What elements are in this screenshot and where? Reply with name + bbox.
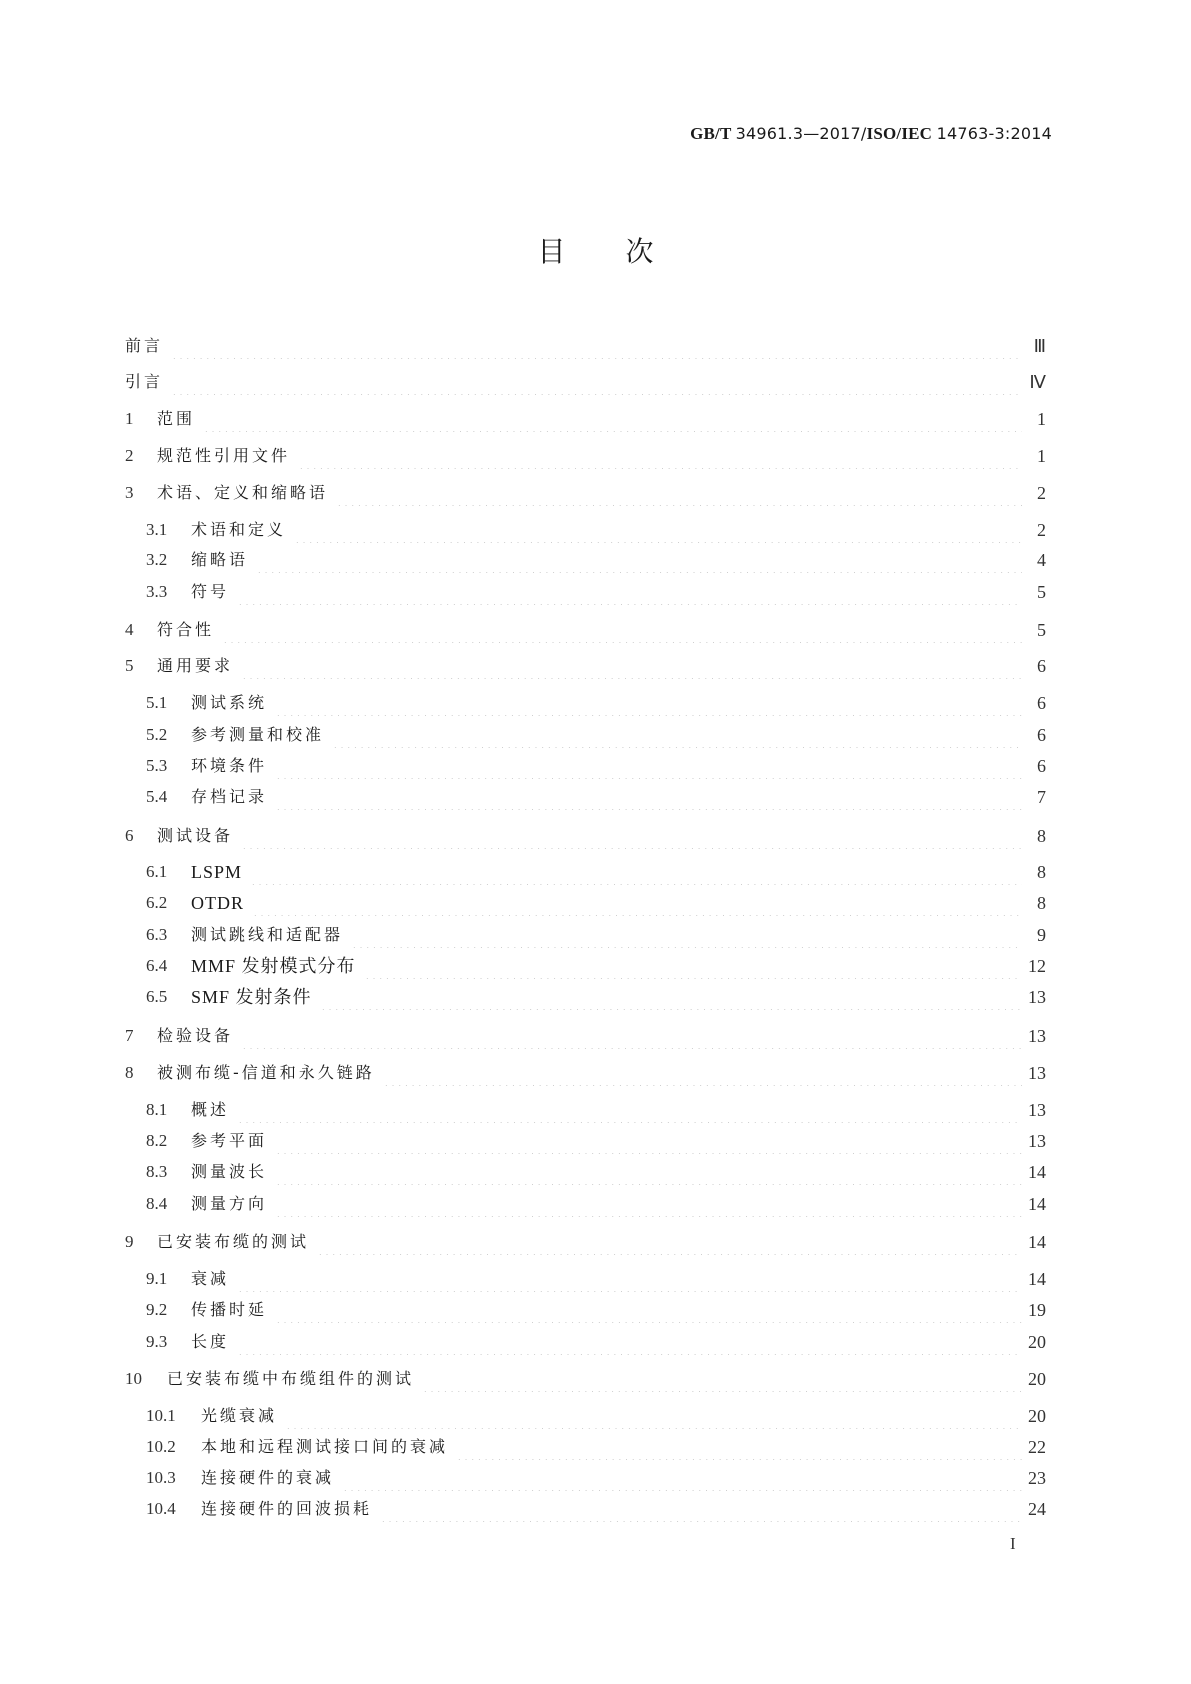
toc-entry-page: 2	[1037, 520, 1046, 540]
toc-entry-label: 衰减	[191, 1269, 230, 1288]
toc-entry[interactable]	[125, 406, 1046, 432]
toc-entry-number: 9	[125, 1232, 134, 1251]
toc-entry-number: 10.2	[146, 1437, 176, 1456]
toc-entry-number: 7	[125, 1026, 134, 1045]
toc-entry[interactable]	[146, 984, 1046, 1010]
toc-entry[interactable]	[146, 953, 1046, 979]
toc-entry-page: 6	[1037, 756, 1046, 776]
toc-entry-number: 10	[125, 1369, 142, 1388]
toc-entry[interactable]	[146, 1496, 1046, 1522]
toc-entry-page: 6	[1037, 656, 1046, 676]
dot-leader	[275, 753, 1022, 779]
toc-entry-label: 概述	[191, 1100, 230, 1119]
toc-entry-page: 6	[1037, 725, 1046, 745]
toc-entry[interactable]	[146, 859, 1046, 885]
dot-leader	[294, 517, 1022, 543]
dot-leader	[256, 547, 1022, 573]
dot-leader	[241, 823, 1022, 849]
toc-entry-number: 8	[125, 1063, 134, 1082]
dot-leader	[241, 653, 1022, 679]
toc-entry[interactable]	[146, 1434, 1046, 1460]
toc-entry[interactable]	[146, 1465, 1046, 1491]
toc-entry[interactable]	[125, 617, 1046, 643]
toc-entry-page: 7	[1037, 787, 1046, 807]
toc-entry-page: 5	[1037, 620, 1046, 640]
toc-entry-page: 12	[1028, 956, 1046, 976]
dot-leader	[275, 690, 1022, 716]
dot-leader	[252, 890, 1022, 916]
toc-entry[interactable]	[125, 480, 1046, 506]
toc-entry-number: 6.4	[146, 956, 168, 975]
toc-entry-label: 被测布缆-信道和永久链路	[157, 1063, 375, 1082]
toc-entry-number: 2	[125, 446, 134, 465]
toc-entry-number: 10.3	[146, 1468, 176, 1487]
toc-entry-page: 14	[1028, 1232, 1046, 1252]
toc-entry-page: 6	[1037, 693, 1046, 713]
dot-leader	[222, 617, 1022, 643]
toc-entry-page: 20	[1028, 1369, 1046, 1389]
toc-entry-page: 1	[1037, 446, 1046, 466]
toc-entry-label: LSPM	[191, 862, 243, 882]
toc-entry-page: 8	[1037, 893, 1046, 913]
toc-entry-number: 9.2	[146, 1300, 168, 1319]
toc-entry-page: 14	[1028, 1162, 1046, 1182]
toc-entry-page: 5	[1037, 582, 1046, 602]
toc-entry-page: 1	[1037, 409, 1046, 429]
toc-entry-label: 引言	[125, 372, 164, 391]
toc-entry[interactable]	[125, 1229, 1046, 1255]
toc-entry-label: 测试跳线和适配器	[191, 925, 344, 944]
dot-leader	[336, 480, 1022, 506]
toc-entry-number: 4	[125, 620, 134, 639]
toc-entry[interactable]	[125, 369, 1046, 395]
dot-leader	[364, 953, 1022, 979]
toc-entry-page: 4	[1037, 550, 1046, 570]
toc-entry-number: 8.3	[146, 1162, 168, 1181]
toc-entry-label: 通用要求	[157, 656, 234, 675]
dot-leader	[456, 1434, 1022, 1460]
toc-entry-label: 传播时延	[191, 1300, 268, 1319]
toc-entry-label: OTDR	[191, 893, 244, 913]
toc-entry-number: 3.3	[146, 582, 168, 601]
dot-leader	[237, 1097, 1022, 1123]
toc-entry[interactable]	[146, 547, 1046, 573]
toc-entry-label: 长度	[191, 1332, 230, 1351]
toc-entry-number: 8.2	[146, 1131, 168, 1150]
toc-entry[interactable]	[146, 890, 1046, 916]
toc-entry-number: 6	[125, 826, 134, 845]
toc-entry-page: Ⅳ	[1029, 372, 1046, 392]
toc-entry-number: 6.5	[146, 987, 168, 1006]
toc-entry[interactable]	[146, 1266, 1046, 1292]
page-number-footer: I	[1010, 1534, 1016, 1553]
toc-entry-page: 13	[1028, 1100, 1046, 1120]
toc-entry-label: 环境条件	[191, 756, 268, 775]
toc-entry[interactable]	[146, 690, 1046, 716]
toc-entry-page: 20	[1028, 1332, 1046, 1352]
dot-leader	[275, 1191, 1022, 1217]
toc-entry-number: 5.2	[146, 725, 168, 744]
toc-entry-number: 10.4	[146, 1499, 176, 1518]
toc-entry-number: 8.4	[146, 1194, 168, 1213]
toc-entry-label: 测试设备	[157, 826, 234, 845]
std-number-iso: 14763-3:2014	[936, 124, 1052, 143]
toc-entry-page: 13	[1028, 1131, 1046, 1151]
dot-leader	[250, 859, 1022, 885]
dot-leader	[237, 1329, 1022, 1355]
toc-entry-label: 范围	[157, 409, 196, 428]
toc-entry-number: 10.1	[146, 1406, 176, 1425]
toc-entry-number: 5	[125, 656, 134, 675]
dot-leader	[351, 922, 1022, 948]
dot-leader	[237, 1266, 1022, 1292]
toc-entry-label: 参考平面	[191, 1131, 268, 1150]
toc-entry[interactable]	[125, 1366, 1046, 1392]
toc-entry-label: 光缆衰减	[201, 1406, 278, 1425]
toc-entry-page: 13	[1028, 1026, 1046, 1046]
toc-entry-label: 测量波长	[191, 1162, 268, 1181]
dot-leader	[275, 1159, 1022, 1185]
dot-leader	[171, 369, 1022, 395]
dot-leader	[342, 1465, 1022, 1491]
toc-entry-label: 连接硬件的回波损耗	[201, 1499, 373, 1518]
toc-entry-number: 6.1	[146, 862, 168, 881]
toc-entry-number: 3.1	[146, 520, 168, 539]
toc-entry-number: 6.2	[146, 893, 168, 912]
toc-entry-label: 术语、定义和缩略语	[157, 483, 329, 502]
toc-entry-number: 5.3	[146, 756, 168, 775]
toc-entry-number: 5.4	[146, 787, 168, 806]
toc-entry[interactable]	[125, 1060, 1046, 1086]
dot-leader	[298, 443, 1022, 469]
toc-entry-page: 24	[1028, 1499, 1046, 1519]
toc-entry[interactable]	[125, 1023, 1046, 1049]
dot-leader	[332, 722, 1022, 748]
toc-entry-label: 前言	[125, 336, 164, 355]
dot-leader	[275, 1128, 1022, 1154]
toc-entry-page: Ⅲ	[1033, 336, 1046, 356]
dot-leader	[275, 1297, 1022, 1323]
toc-entry-page: 14	[1028, 1194, 1046, 1214]
toc-entry[interactable]	[146, 579, 1046, 605]
toc-entry-page: 13	[1028, 1063, 1046, 1083]
toc-entry-number: 3.2	[146, 550, 168, 569]
dot-leader	[237, 579, 1022, 605]
toc-entry[interactable]	[146, 1329, 1046, 1355]
toc-entry[interactable]	[125, 443, 1046, 469]
dot-leader	[241, 1023, 1022, 1049]
toc-entry-number: 9.1	[146, 1269, 168, 1288]
toc-entry[interactable]	[146, 922, 1046, 948]
toc-entry-label: 已安装布缆中布缆组件的测试	[167, 1369, 415, 1388]
dot-leader	[317, 1229, 1022, 1255]
std-code-gbt: GB/T	[690, 124, 732, 143]
dot-leader	[203, 406, 1022, 432]
toc-entry-label: 符合性	[157, 620, 215, 639]
dot-leader	[422, 1366, 1022, 1392]
toc-entry-number: 3	[125, 483, 134, 502]
toc-entry-page: 14	[1028, 1269, 1046, 1289]
toc-entry-page: 8	[1037, 826, 1046, 846]
page-title: 目次	[537, 235, 714, 268]
toc-entry-label: 符号	[191, 582, 230, 601]
toc-entry-label: 已安装布缆的测试	[157, 1232, 310, 1251]
toc-entry-page: 20	[1028, 1406, 1046, 1426]
dot-leader	[285, 1403, 1022, 1429]
toc-entry[interactable]	[146, 1159, 1046, 1185]
dot-leader	[383, 1060, 1022, 1086]
toc-entry-page: 9	[1037, 925, 1046, 945]
toc-entry[interactable]	[125, 823, 1046, 849]
toc-entry-page: 19	[1028, 1300, 1046, 1320]
toc-entry[interactable]	[125, 333, 1046, 359]
toc-entry-label: 本地和远程测试接口间的衰减	[201, 1437, 449, 1456]
toc-entry[interactable]	[146, 517, 1046, 543]
toc-entry-number: 1	[125, 409, 134, 428]
toc-entry-label: 测试系统	[191, 693, 268, 712]
toc-entry-page: 13	[1028, 987, 1046, 1007]
toc-entry[interactable]	[146, 753, 1046, 779]
toc-entry-number: 6.3	[146, 925, 168, 944]
standard-number-header	[690, 124, 1052, 144]
toc-entry-label: 存档记录	[191, 787, 268, 806]
toc-entry-number: 5.1	[146, 693, 168, 712]
toc-entry[interactable]	[146, 722, 1046, 748]
dot-leader	[171, 333, 1022, 359]
toc-entry[interactable]	[146, 1097, 1046, 1123]
std-number-gbt: 34961.3—2017/	[735, 124, 867, 143]
toc-entry-number: 8.1	[146, 1100, 168, 1119]
toc-entry-label: 检验设备	[157, 1026, 234, 1045]
toc-entry-label: 连接硬件的衰减	[201, 1468, 335, 1487]
toc-entry-label: 缩略语	[191, 550, 249, 569]
dot-leader	[320, 984, 1022, 1010]
toc-entry[interactable]	[146, 1403, 1046, 1429]
toc-entry-label: 测量方向	[191, 1194, 268, 1213]
toc-entry-number: 9.3	[146, 1332, 168, 1351]
toc-entry[interactable]	[146, 1191, 1046, 1217]
toc-entry[interactable]	[146, 1297, 1046, 1323]
toc-entry[interactable]	[146, 1128, 1046, 1154]
std-code-iso: ISO/IEC	[866, 124, 933, 143]
toc-entry-page: 23	[1028, 1468, 1046, 1488]
toc-entry-label: MMF 发射模式分布	[191, 956, 356, 976]
toc-entry-label: 规范性引用文件	[157, 446, 291, 465]
toc-entry-label: SMF 发射条件	[191, 987, 312, 1007]
toc-entry-label: 术语和定义	[191, 520, 287, 539]
toc-entry-label: 参考测量和校准	[191, 725, 325, 744]
toc-entry-page: 2	[1037, 483, 1046, 503]
toc-entry[interactable]	[125, 653, 1046, 679]
dot-leader	[380, 1496, 1022, 1522]
dot-leader	[275, 784, 1022, 810]
toc-entry-page: 8	[1037, 862, 1046, 882]
toc-entry-page: 22	[1028, 1437, 1046, 1457]
toc-entry[interactable]	[146, 784, 1046, 810]
